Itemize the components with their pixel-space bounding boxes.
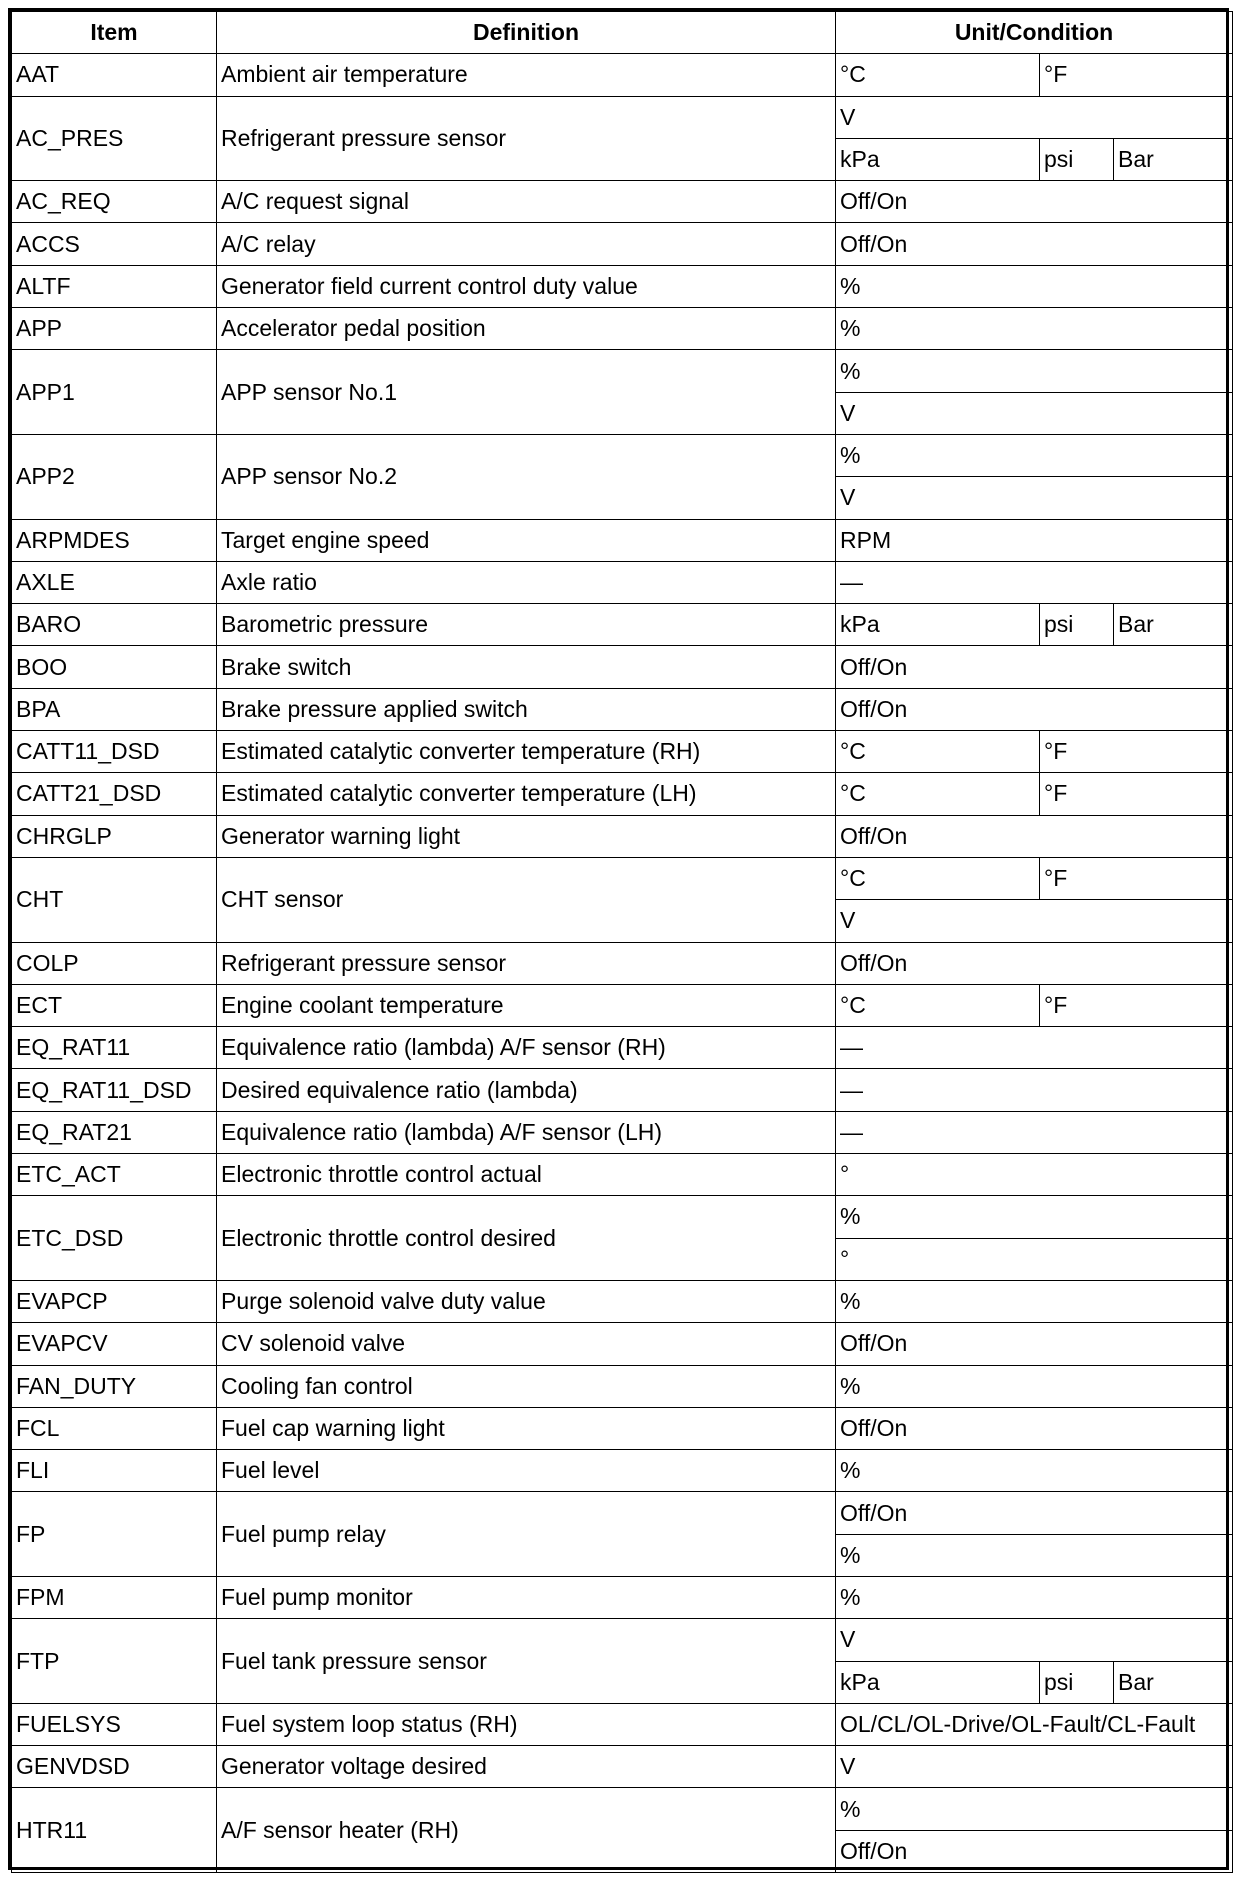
definition-cell: Target engine speed bbox=[217, 519, 836, 561]
table-row bbox=[12, 54, 1233, 96]
unit-cell: V bbox=[836, 1619, 1233, 1661]
unit-cell: kPa bbox=[836, 138, 1040, 180]
definition-cell: Generator warning light bbox=[217, 815, 836, 857]
item-cell: FLI bbox=[12, 1450, 217, 1492]
table-row bbox=[12, 519, 1233, 561]
unit-cell: — bbox=[836, 1111, 1233, 1153]
unit-cell: kPa bbox=[836, 1661, 1040, 1703]
unit-cell: % bbox=[836, 434, 1233, 476]
unit-cell: psi bbox=[1040, 604, 1114, 646]
table-row bbox=[12, 1450, 1233, 1492]
unit-cell: Bar bbox=[1114, 138, 1233, 180]
unit-cell: % bbox=[836, 265, 1233, 307]
item-cell: APP1 bbox=[12, 350, 217, 435]
item-cell: BPA bbox=[12, 688, 217, 730]
header-unit-condition: Unit/Condition bbox=[836, 12, 1233, 54]
table-row bbox=[12, 181, 1233, 223]
table-row bbox=[12, 1746, 1233, 1788]
unit-cell: Off/On bbox=[836, 223, 1233, 265]
definition-cell: Purge solenoid valve duty value bbox=[217, 1280, 836, 1322]
unit-cell: % bbox=[836, 1280, 1233, 1322]
item-cell: ETC_DSD bbox=[12, 1196, 217, 1281]
table-row bbox=[12, 1788, 1233, 1830]
table-row bbox=[12, 1069, 1233, 1111]
header-row bbox=[12, 12, 1233, 54]
item-cell: APP2 bbox=[12, 434, 217, 519]
table-row bbox=[12, 265, 1233, 307]
table-row bbox=[12, 1196, 1233, 1238]
header-item: Item bbox=[12, 12, 217, 54]
unit-cell: °F bbox=[1040, 731, 1233, 773]
unit-cell: Bar bbox=[1114, 604, 1233, 646]
unit-cell: psi bbox=[1040, 138, 1114, 180]
item-cell: ECT bbox=[12, 984, 217, 1026]
table-row bbox=[12, 604, 1233, 646]
specification-table bbox=[8, 8, 1229, 1870]
table-row bbox=[12, 1407, 1233, 1449]
unit-cell: Off/On bbox=[836, 181, 1233, 223]
item-cell: EQ_RAT11 bbox=[12, 1027, 217, 1069]
unit-cell: psi bbox=[1040, 1661, 1114, 1703]
unit-cell: % bbox=[836, 1450, 1233, 1492]
unit-cell: V bbox=[836, 900, 1233, 942]
unit-cell: kPa bbox=[836, 604, 1040, 646]
item-cell: HTR11 bbox=[12, 1788, 217, 1873]
item-cell: CHRGLP bbox=[12, 815, 217, 857]
unit-cell: % bbox=[836, 1788, 1233, 1830]
unit-cell: °F bbox=[1040, 54, 1233, 96]
item-cell: EVAPCP bbox=[12, 1280, 217, 1322]
definition-cell: Estimated catalytic converter temperature (LH) bbox=[217, 773, 836, 815]
item-cell: ETC_ACT bbox=[12, 1154, 217, 1196]
item-cell: FP bbox=[12, 1492, 217, 1577]
definition-cell: Fuel system loop status (RH) bbox=[217, 1703, 836, 1745]
unit-cell: V bbox=[836, 96, 1233, 138]
unit-cell: — bbox=[836, 561, 1233, 603]
item-cell: AXLE bbox=[12, 561, 217, 603]
item-cell: CATT11_DSD bbox=[12, 731, 217, 773]
item-cell: CHT bbox=[12, 857, 217, 942]
item-cell: COLP bbox=[12, 942, 217, 984]
definition-cell: CHT sensor bbox=[217, 857, 836, 942]
table-row bbox=[12, 1492, 1233, 1534]
definition-cell: Generator field current control duty value bbox=[217, 265, 836, 307]
table-row bbox=[12, 731, 1233, 773]
unit-cell: ° bbox=[836, 1154, 1233, 1196]
item-cell: ACCS bbox=[12, 223, 217, 265]
item-cell: APP bbox=[12, 308, 217, 350]
table-row bbox=[12, 815, 1233, 857]
table-row bbox=[12, 773, 1233, 815]
unit-cell: % bbox=[836, 308, 1233, 350]
item-cell: AC_PRES bbox=[12, 96, 217, 181]
definition-cell: Generator voltage desired bbox=[217, 1746, 836, 1788]
unit-cell: % bbox=[836, 1576, 1233, 1618]
unit-cell: % bbox=[836, 350, 1233, 392]
unit-cell: Bar bbox=[1114, 1661, 1233, 1703]
header-definition: Definition bbox=[217, 12, 836, 54]
unit-cell: Off/On bbox=[836, 942, 1233, 984]
definition-cell: Ambient air temperature bbox=[217, 54, 836, 96]
unit-cell: °F bbox=[1040, 984, 1233, 1026]
unit-cell: °F bbox=[1040, 857, 1233, 899]
definition-cell: Fuel tank pressure sensor bbox=[217, 1619, 836, 1704]
pid-table bbox=[11, 11, 1233, 1873]
unit-cell: — bbox=[836, 1027, 1233, 1069]
unit-cell: V bbox=[836, 1746, 1233, 1788]
item-cell: AAT bbox=[12, 54, 217, 96]
table-row bbox=[12, 96, 1233, 138]
unit-cell: % bbox=[836, 1365, 1233, 1407]
definition-cell: Equivalence ratio (lambda) A/F sensor (LH) bbox=[217, 1111, 836, 1153]
unit-cell: Off/On bbox=[836, 815, 1233, 857]
unit-cell: °C bbox=[836, 857, 1040, 899]
item-cell: ARPMDES bbox=[12, 519, 217, 561]
table-row bbox=[12, 1111, 1233, 1153]
table-row bbox=[12, 1154, 1233, 1196]
definition-cell: Electronic throttle control desired bbox=[217, 1196, 836, 1281]
table-row bbox=[12, 1365, 1233, 1407]
definition-cell: A/C relay bbox=[217, 223, 836, 265]
definition-cell: Engine coolant temperature bbox=[217, 984, 836, 1026]
unit-cell: OL/CL/OL-Drive/OL-Fault/CL-Fault bbox=[836, 1703, 1233, 1745]
definition-cell: Fuel pump relay bbox=[217, 1492, 836, 1577]
definition-cell: CV solenoid valve bbox=[217, 1323, 836, 1365]
unit-cell: °F bbox=[1040, 773, 1233, 815]
unit-cell: °C bbox=[836, 731, 1040, 773]
definition-cell: A/C request signal bbox=[217, 181, 836, 223]
table-row bbox=[12, 688, 1233, 730]
unit-cell: RPM bbox=[836, 519, 1233, 561]
unit-cell: Off/On bbox=[836, 1492, 1233, 1534]
table-row bbox=[12, 1703, 1233, 1745]
table-row bbox=[12, 1576, 1233, 1618]
definition-cell: APP sensor No.2 bbox=[217, 434, 836, 519]
definition-cell: Refrigerant pressure sensor bbox=[217, 942, 836, 984]
table-row bbox=[12, 1619, 1233, 1661]
item-cell: FUELSYS bbox=[12, 1703, 217, 1745]
item-cell: BARO bbox=[12, 604, 217, 646]
definition-cell: Accelerator pedal position bbox=[217, 308, 836, 350]
table-row bbox=[12, 223, 1233, 265]
definition-cell: Axle ratio bbox=[217, 561, 836, 603]
item-cell: GENVDSD bbox=[12, 1746, 217, 1788]
item-cell: FAN_DUTY bbox=[12, 1365, 217, 1407]
definition-cell: Fuel pump monitor bbox=[217, 1576, 836, 1618]
item-cell: FPM bbox=[12, 1576, 217, 1618]
definition-cell: Refrigerant pressure sensor bbox=[217, 96, 836, 181]
table-row bbox=[12, 1027, 1233, 1069]
item-cell: BOO bbox=[12, 646, 217, 688]
table-row bbox=[12, 434, 1233, 476]
table-row bbox=[12, 984, 1233, 1026]
item-cell: EQ_RAT21 bbox=[12, 1111, 217, 1153]
unit-cell: Off/On bbox=[836, 688, 1233, 730]
item-cell: EVAPCV bbox=[12, 1323, 217, 1365]
table-row bbox=[12, 857, 1233, 899]
definition-cell: Fuel cap warning light bbox=[217, 1407, 836, 1449]
unit-cell: — bbox=[836, 1069, 1233, 1111]
definition-cell: Brake pressure applied switch bbox=[217, 688, 836, 730]
definition-cell: Fuel level bbox=[217, 1450, 836, 1492]
unit-cell: % bbox=[836, 1534, 1233, 1576]
unit-cell: V bbox=[836, 477, 1233, 519]
definition-cell: A/F sensor heater (RH) bbox=[217, 1788, 836, 1873]
definition-cell: Equivalence ratio (lambda) A/F sensor (RH) bbox=[217, 1027, 836, 1069]
unit-cell: °C bbox=[836, 773, 1040, 815]
item-cell: CATT21_DSD bbox=[12, 773, 217, 815]
definition-cell: APP sensor No.1 bbox=[217, 350, 836, 435]
item-cell: FCL bbox=[12, 1407, 217, 1449]
item-cell: AC_REQ bbox=[12, 181, 217, 223]
item-cell: ALTF bbox=[12, 265, 217, 307]
unit-cell: °C bbox=[836, 984, 1040, 1026]
table-row bbox=[12, 561, 1233, 603]
unit-cell: Off/On bbox=[836, 646, 1233, 688]
unit-cell: ° bbox=[836, 1238, 1233, 1280]
definition-cell: Desired equivalence ratio (lambda) bbox=[217, 1069, 836, 1111]
definition-cell: Cooling fan control bbox=[217, 1365, 836, 1407]
table-row bbox=[12, 308, 1233, 350]
table-row bbox=[12, 646, 1233, 688]
unit-cell: °C bbox=[836, 54, 1040, 96]
unit-cell: % bbox=[836, 1196, 1233, 1238]
unit-cell: V bbox=[836, 392, 1233, 434]
table-row bbox=[12, 350, 1233, 392]
definition-cell: Brake switch bbox=[217, 646, 836, 688]
unit-cell: Off/On bbox=[836, 1323, 1233, 1365]
unit-cell: Off/On bbox=[836, 1407, 1233, 1449]
table-row bbox=[12, 1323, 1233, 1365]
definition-cell: Barometric pressure bbox=[217, 604, 836, 646]
item-cell: FTP bbox=[12, 1619, 217, 1704]
item-cell: EQ_RAT11_DSD bbox=[12, 1069, 217, 1111]
table-row bbox=[12, 1280, 1233, 1322]
definition-cell: Electronic throttle control actual bbox=[217, 1154, 836, 1196]
definition-cell: Estimated catalytic converter temperature (RH) bbox=[217, 731, 836, 773]
unit-cell: Off/On bbox=[836, 1830, 1233, 1872]
table-row bbox=[12, 942, 1233, 984]
